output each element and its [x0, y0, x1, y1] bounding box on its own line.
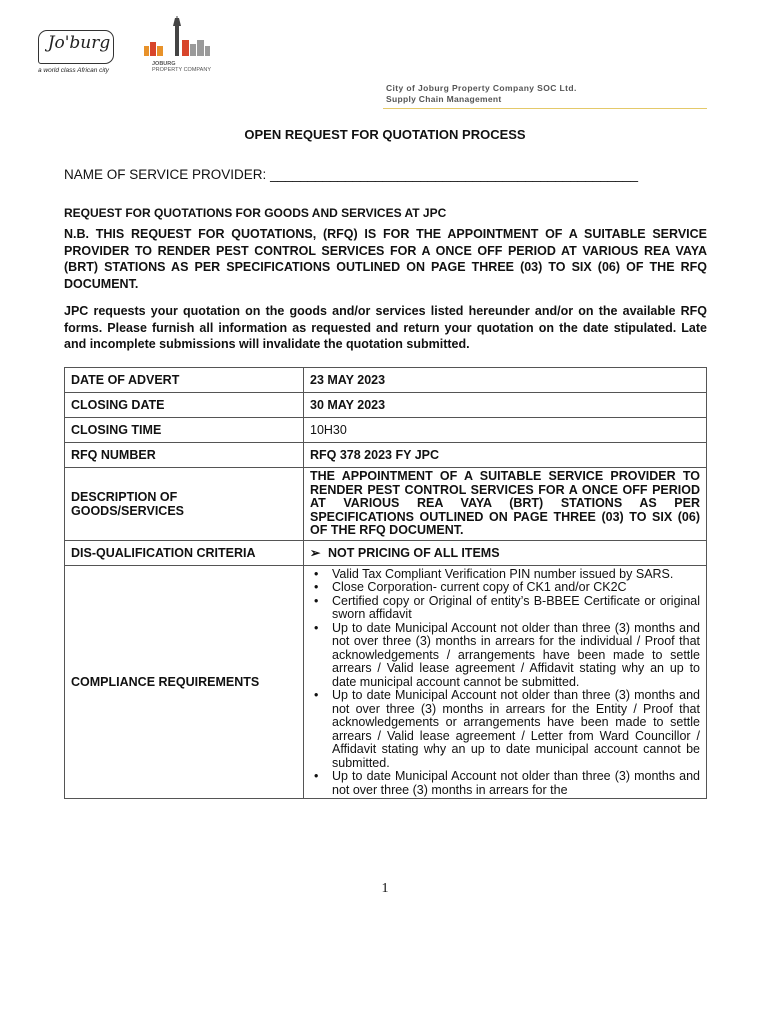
bullet-icon: •: [314, 593, 319, 608]
closing-date-value: 30 MAY 2023: [304, 393, 707, 418]
closing-time-value: 10H30: [304, 418, 707, 443]
nb-paragraph: N.B. THIS REQUEST FOR QUOTATIONS, (RFQ) IS FOR THE APPOINTMENT OF A SUITABLE SERVICE PROVIDER TO RENDER PEST CONTROL SERVICES FOR A ONCE OFF PERIOD AT VARIOUS REA VAYA (BRT) STATIONS AS PER SPECIFICATIONS OUTLINED ON PAGE THREE (03) TO SIX (06) OF THE RFQ DOCUMENT.: [64, 227, 707, 291]
list-item: [314, 580, 700, 595]
document-title: OPEN REQUEST FOR QUOTATION PROCESS: [244, 127, 526, 142]
compliance-item-text: Up to date Municipal Account not older than three (3) months and not over three (3) months in arrears for the: [332, 769, 700, 797]
compliance-requirements-list: [310, 568, 700, 798]
jpc-logo-tower-shaft: [175, 26, 179, 56]
disqualification-value: NOT PRICING OF ALL ITEMS: [328, 546, 500, 560]
section-heading: REQUEST FOR QUOTATIONS FOR GOODS AND SERVICES AT JPC: [64, 206, 447, 220]
joburg-logo: Jo'burg: [47, 33, 111, 53]
header-divider: [383, 108, 707, 109]
disqualification-value-cell: [304, 540, 707, 565]
list-item: [314, 620, 700, 690]
table-row-disqualification: [65, 540, 707, 565]
description-label-line-2: GOODS/SERVICES: [71, 503, 184, 518]
compliance-item-text: Certified copy or Original of entity’s B-BBEE Certificate or original sworn affidavit: [332, 593, 700, 621]
jpc-skyline-logo: [142, 16, 214, 60]
compliance-item-text: Valid Tax Compliant Verification PIN number issued by SARS.: [332, 566, 674, 581]
description-label: [65, 468, 304, 541]
bullet-icon: •: [314, 580, 319, 594]
bullet-icon: •: [314, 566, 319, 581]
closing-time-label: CLOSING TIME: [65, 418, 304, 443]
jpc-logo-bar-6: [197, 40, 204, 56]
jpc-logo-bar-2: [150, 42, 156, 56]
bullet-icon: •: [314, 769, 319, 783]
list-item: [314, 688, 700, 770]
table-row-closing-time: [65, 418, 707, 443]
closing-date-label: CLOSING DATE: [65, 393, 304, 418]
table-row-date-of-advert: [65, 368, 707, 393]
list-item: [314, 593, 700, 622]
jpc-logo-tower-top: [173, 18, 181, 26]
description-value: THE APPOINTMENT OF A SUITABLE SERVICE PROVIDER TO RENDER PEST CONTROL SERVICES FOR A ONCE OFF PERIOD AT VARIOUS REA VAYA (BRT) STATIONS AS PER SPECIFICATIONS OUTLINED ON PAGE THREE (03) TO SIX (06) OF THE RFQ DOCUMENT.: [304, 468, 707, 541]
jpc-logo-tower-antenna: [177, 16, 178, 19]
compliance-item-text: Up to date Municipal Account not older than three (3) months and not over three (3) months in arrears for the Entity / Proof that acknowledgements or arrangements have been made to settle arrears / Valid lease agreement / Letter from Ward Councillor / Affidavit stating why an up to date municipal account cannot be submitted.: [332, 688, 700, 770]
company-name: City of Joburg Property Company SOC Ltd.: [386, 83, 577, 93]
date-of-advert-label: DATE OF ADVERT: [65, 368, 304, 393]
department-name: Supply Chain Management: [386, 94, 502, 104]
compliance-label: COMPLIANCE REQUIREMENTS: [65, 565, 304, 799]
jpc-logo-bar-4: [182, 40, 189, 56]
page-number: 1: [381, 881, 389, 896]
compliance-requirements-cell: [304, 565, 707, 799]
table-row-description: [65, 468, 707, 541]
service-provider-blank: _________________________________________________: [270, 167, 638, 182]
description-label-line-1: DESCRIPTION OF: [71, 489, 178, 504]
table-row-rfq-number: [65, 443, 707, 468]
jpc-logo-bar-7: [205, 46, 210, 56]
jpc-logo-bar-5: [190, 44, 196, 56]
jpc-logo-bar-3: [157, 46, 163, 56]
service-provider-label: NAME OF SERVICE PROVIDER:: [64, 167, 267, 182]
service-provider-field: [64, 167, 638, 182]
date-of-advert-value: 23 MAY 2023: [304, 368, 707, 393]
rfq-details-table: [64, 367, 707, 799]
rfq-number-label: RFQ NUMBER: [65, 443, 304, 468]
jpc-subname: PROPERTY COMPANY: [152, 67, 211, 73]
intro-paragraph: JPC requests your quotation on the goods and/or services listed hereunder and/or on the available RFQ forms. Please furnish all information as requested and return your quotation on the date stipulated. Late and incomplete submissions will invalidate the quotation submitted.: [64, 304, 707, 351]
compliance-item-text: Close Corporation- current copy of CK1 and/or CK2C: [332, 580, 627, 594]
arrow-bullet-icon: ➢: [310, 546, 321, 560]
bullet-icon: •: [314, 688, 319, 702]
table-row-closing-date: [65, 393, 707, 418]
bullet-icon: •: [314, 620, 319, 635]
jpc-name: JOBURG: [152, 61, 176, 67]
table-row-compliance: [65, 565, 707, 799]
jpc-logo-bar-1: [144, 46, 149, 56]
rfq-number-value: RFQ 378 2023 FY JPC: [304, 443, 707, 468]
disqualification-label: DIS-QUALIFICATION CRITERIA: [65, 540, 304, 565]
list-item: [314, 566, 700, 582]
compliance-item-text: Up to date Municipal Account not older than three (3) months and not over three (3) months in arrears for the individual / Proof that acknowledgements / arrangements have been made to settle arrears / Valid lease agreement / Affidavit stating why an up to date municipal account cannot be submitted.: [332, 620, 700, 689]
list-item: [314, 769, 700, 797]
joburg-tagline: a world class African city: [38, 67, 109, 74]
